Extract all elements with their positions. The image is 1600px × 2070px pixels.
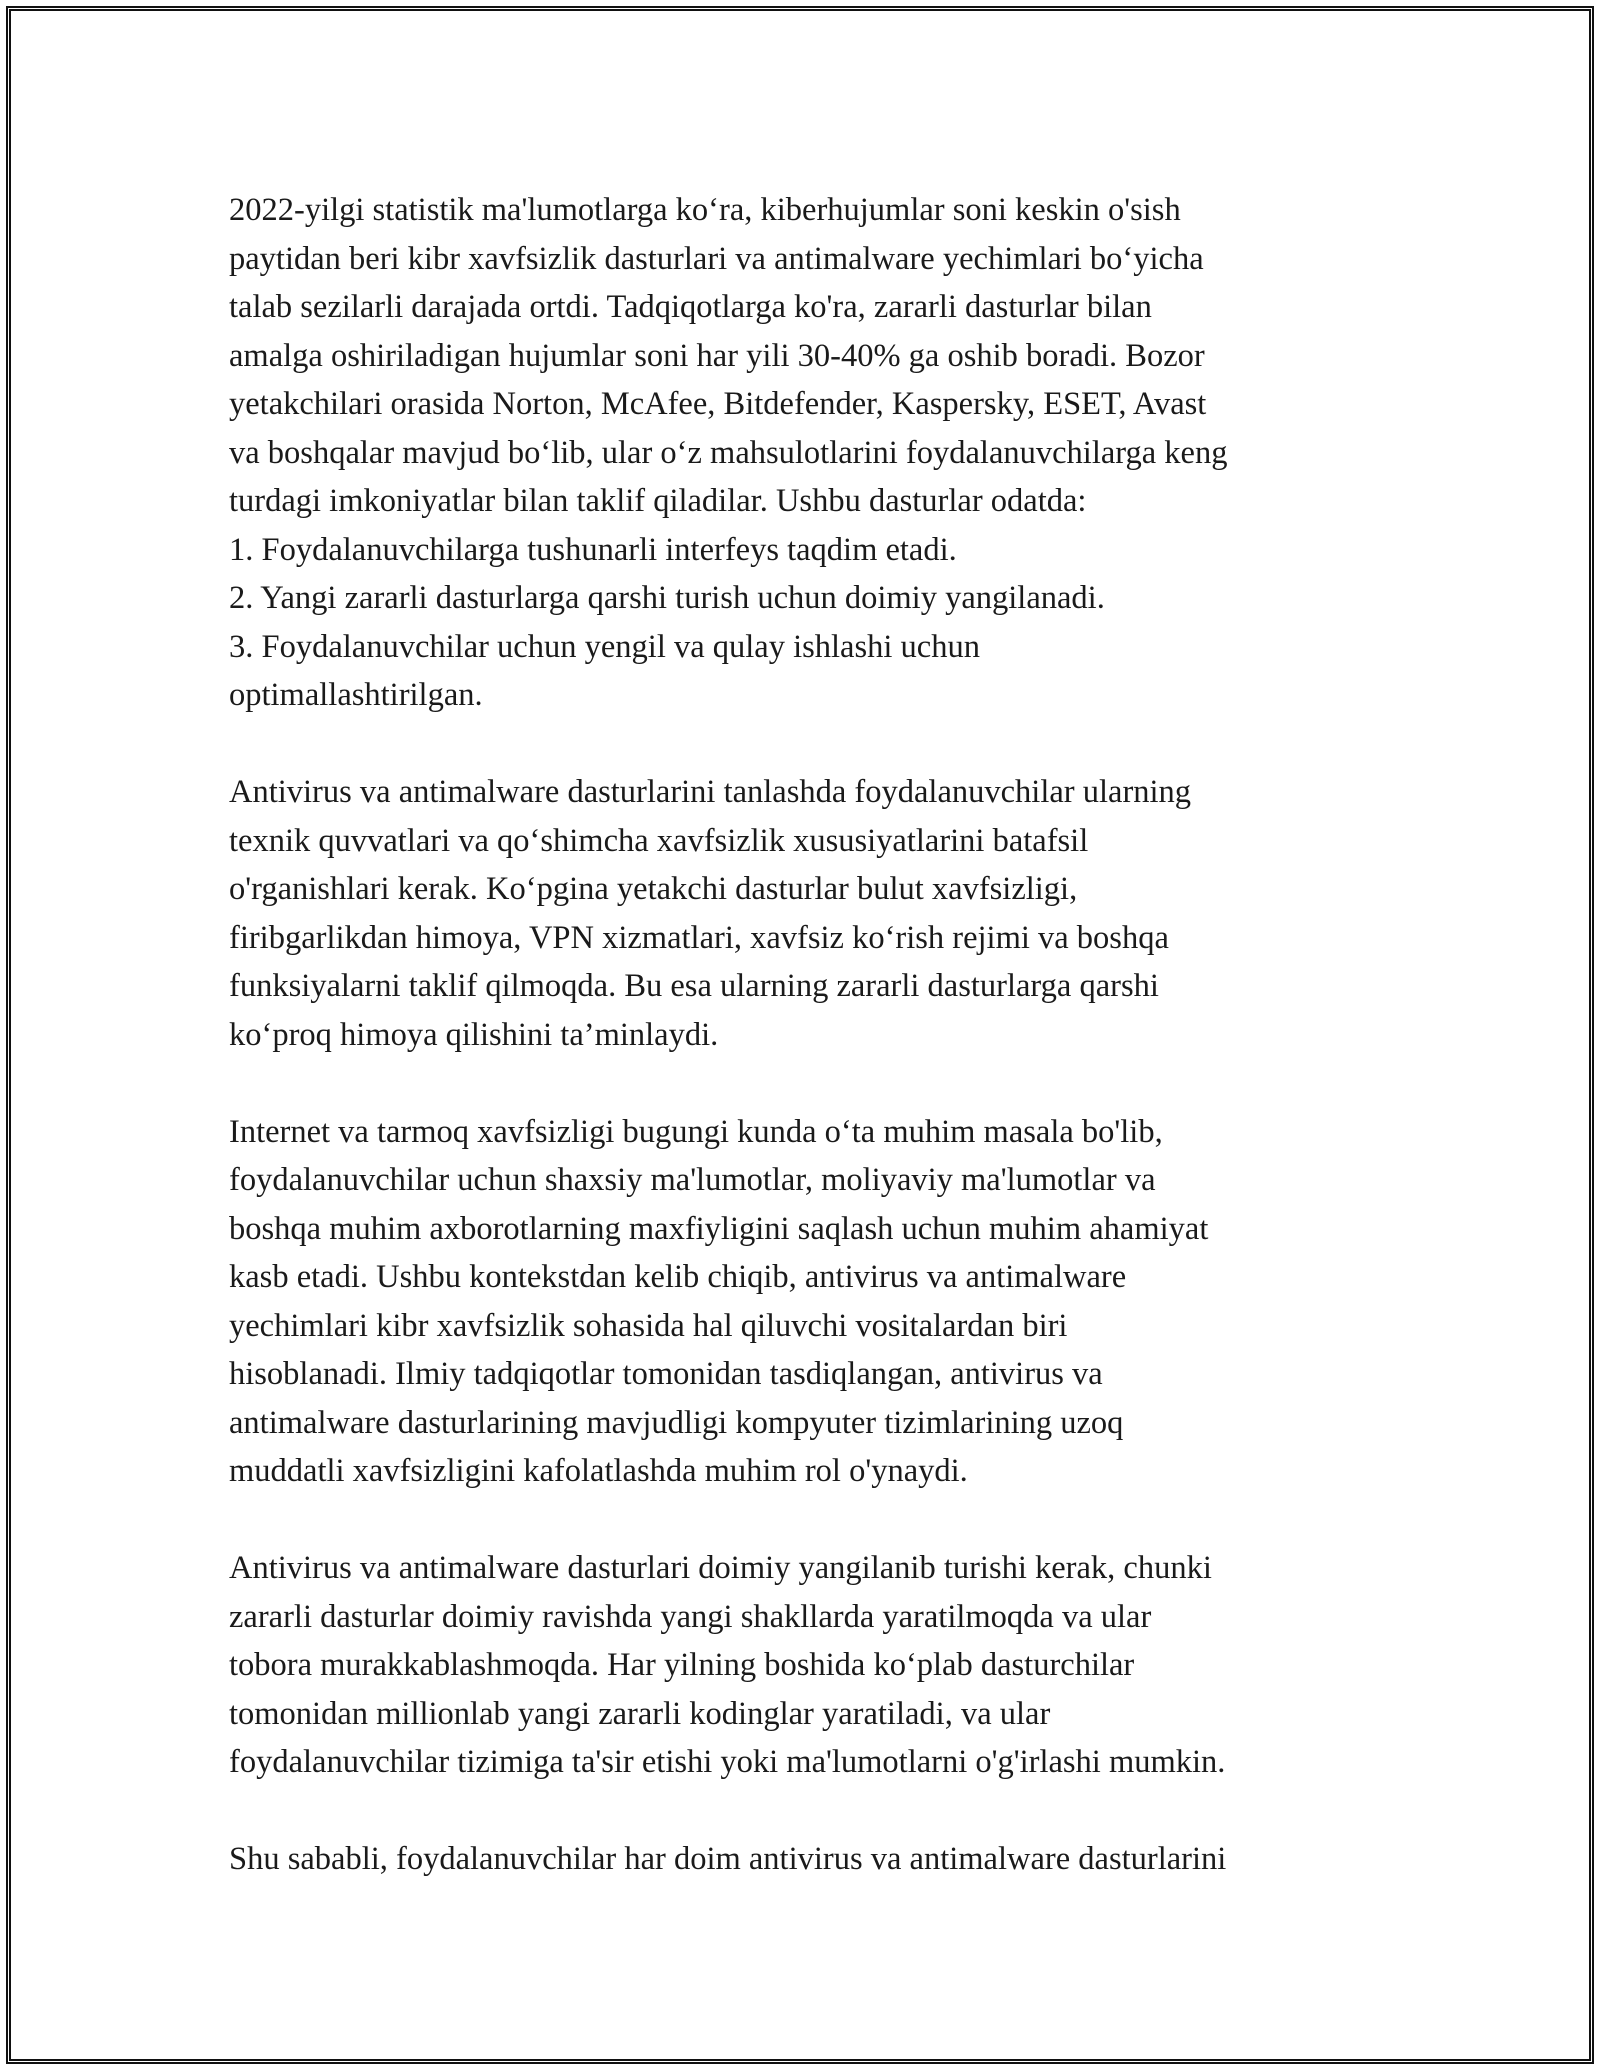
text-line: tomonidan millionlab yangi zararli kodinglar yaratiladi, va ular <box>229 1695 1051 1732</box>
paragraph-3 <box>229 1108 1409 1496</box>
text-line: paytidan beri kibr xavfsizlik dasturlari va antimalware yechimlari bo‘yicha <box>229 240 1204 277</box>
text-line: Antivirus va antimalware dasturlari doimiy yangilanib turishi kerak, chunki <box>229 1550 1212 1586</box>
paragraph-1 <box>229 186 1409 720</box>
text-line: antimalware dasturlarining mavjudligi kompyuter tizimlarining uzoq <box>229 1404 1124 1441</box>
text-line: optimallashtirilgan. <box>229 677 483 713</box>
text-line: tobora murakkablashmoqda. Har yilning boshida ko‘plab dasturchilar <box>229 1647 1135 1683</box>
paragraph-5 <box>229 1835 1409 1884</box>
text-line: boshqa muhim axborotlarning maxfiyligini saqlash uchun muhim ahamiyat <box>229 1210 1209 1247</box>
list-item: 1. Foydalanuvchilarga tushunarli interfeys taqdim etadi. <box>229 531 957 568</box>
text-line: talab sezilarli darajada ortdi. Tadqiqotlarga ko'ra, zararli dasturlar bilan <box>229 289 1152 325</box>
text-line: hisoblanadi. Ilmiy tadqiqotlar tomonidan tasdiqlangan, antivirus va <box>229 1356 1103 1392</box>
text-line: zararli dasturlar doimiy ravishda yangi shakllarda yaratilmoqda va ular <box>229 1598 1152 1635</box>
text-line: Internet va tarmoq xavfsizligi bugungi kunda o‘ta muhim masala bo'lib, <box>229 1113 1163 1150</box>
text-line: yetakchilari orasida Norton, McAfee, Bitdefender, Kaspersky, ESET, Avast <box>229 386 1207 422</box>
text-line: o'rganishlari kerak. Ko‘pgina yetakchi dasturlar bulut xavfsizligi, <box>229 871 1078 907</box>
text-line: Shu sababli, foydalanuvchilar har doim antivirus va antimalware dasturlarini <box>229 1841 1227 1877</box>
text-line: va boshqalar mavjud bo‘lib, ular o‘z mahsulotlarini foydalanuvchilarga keng <box>229 434 1228 471</box>
text-line: Antivirus va antimalware dasturlarini tanlashda foydalanuvchilar ularning <box>229 774 1192 810</box>
paragraph-4 <box>229 1544 1409 1787</box>
document-body <box>229 186 1409 1884</box>
text-line: foydalanuvchilar tizimiga ta'sir etishi yoki ma'lumotlarni o'g'irlashi mumkin. <box>229 1744 1226 1780</box>
text-line: firibgarlikdan himoya, VPN xizmatlari, xavfsiz ko‘rish rejimi va boshqa <box>229 919 1169 956</box>
text-line: 2022-yilgi statistik ma'lumotlarga ko‘ra, kiberhujumlar soni keskin o'sish <box>229 192 1181 228</box>
text-line: funksiyalarni taklif qilmoqda. Bu esa ularning zararli dasturlarga qarshi <box>229 968 1159 1004</box>
text-line: foydalanuvchilar uchun shaxsiy ma'lumotlar, moliyaviy ma'lumotlar va <box>229 1162 1156 1198</box>
list-item: 2. Yangi zararli dasturlarga qarshi turish uchun doimiy yangilanadi. <box>229 580 1105 616</box>
text-line: texnik quvvatlari va qo‘shimcha xavfsizlik xususiyatlarini batafsil <box>229 822 1089 859</box>
text-line: muddatli xavfsizligini kafolatlashda muhim rol o'ynaydi. <box>229 1453 968 1489</box>
text-line: turdagi imkoniyatlar bilan taklif qiladilar. Ushbu dasturlar odatda: <box>229 483 1087 519</box>
text-line: amalga oshiriladigan hujumlar soni har yili 30-40% ga oshib boradi. Bozor <box>229 337 1205 374</box>
paragraph-2 <box>229 768 1409 1059</box>
text-line: kasb etadi. Ushbu kontekstdan kelib chiqib, antivirus va antimalware <box>229 1259 1127 1295</box>
text-line: yechimlari kibr xavfsizlik sohasida hal qiluvchi vositalardan biri <box>229 1307 1068 1344</box>
text-line: ko‘proq himoya qilishini ta’minlaydi. <box>229 1016 719 1053</box>
list-item: 3. Foydalanuvchilar uchun yengil va qulay ishlashi uchun <box>229 628 980 665</box>
